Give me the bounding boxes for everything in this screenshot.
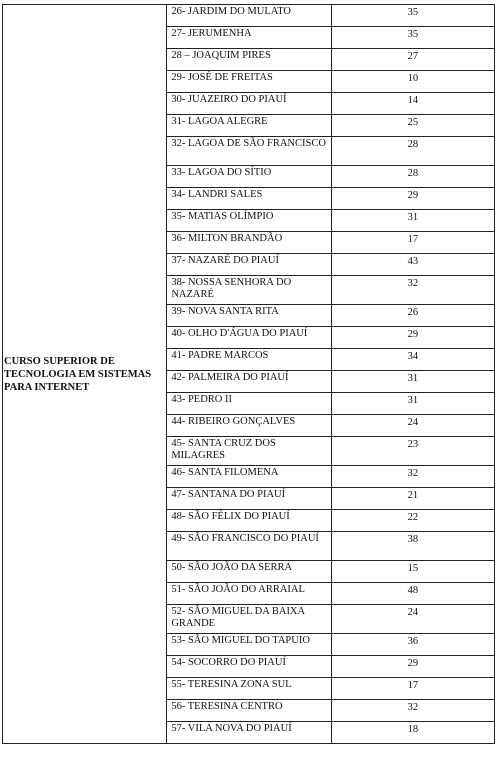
vacancy-count-cell: 31 — [331, 210, 494, 232]
city-cell: 39- NOVA SANTA RITA — [167, 305, 331, 327]
city-cell: 55- TERESINA ZONA SUL — [167, 678, 331, 700]
city-cell: 46- SANTA FILOMENA — [167, 466, 331, 488]
city-cell: 36- MILTON BRANDÃO — [167, 232, 331, 254]
vacancy-count-cell: 36 — [331, 634, 494, 656]
vacancy-count-cell: 24 — [331, 605, 494, 634]
city-cell: 44- RIBEIRO GONÇALVES — [167, 415, 331, 437]
table-row — [3, 5, 495, 27]
city-cell: 34- LANDRI SALES — [167, 188, 331, 210]
city-cell: 54- SOCORRO DO PIAUÍ — [167, 656, 331, 678]
city-cell: 40- OLHO D'ÁGUA DO PIAUÍ — [167, 327, 331, 349]
vacancy-count-cell: 48 — [331, 583, 494, 605]
city-cell: 47- SANTANA DO PIAUÍ — [167, 488, 331, 510]
vacancy-count-cell: 25 — [331, 115, 494, 137]
city-cell: 50- SÃO JOÃO DA SERRA — [167, 561, 331, 583]
city-cell: 33- LAGOA DO SÍTIO — [167, 166, 331, 188]
city-cell: 52- SÃO MIGUEL DA BAIXA GRANDE — [167, 605, 331, 634]
vacancy-count-cell: 10 — [331, 71, 494, 93]
course-name-line: CURSO SUPERIOR DE — [4, 355, 115, 367]
vacancies-table — [2, 4, 495, 744]
vacancy-count-cell: 29 — [331, 656, 494, 678]
vacancy-count-cell: 15 — [331, 561, 494, 583]
vacancy-count-cell: 21 — [331, 488, 494, 510]
course-name-line: PARA INTERNET — [4, 381, 90, 393]
vacancy-count-cell: 43 — [331, 254, 494, 276]
vacancy-count-cell: 35 — [331, 5, 494, 27]
vacancy-count-cell: 29 — [331, 188, 494, 210]
city-cell: 29- JOSÉ DE FREITAS — [167, 71, 331, 93]
city-cell: 42- PALMEIRA DO PIAUÍ — [167, 371, 331, 393]
vacancy-count-cell: 24 — [331, 415, 494, 437]
vacancy-count-cell: 28 — [331, 137, 494, 166]
city-cell: 26- JARDIM DO MULATO — [167, 5, 331, 27]
vacancy-count-cell: 22 — [331, 510, 494, 532]
vacancy-count-cell: 26 — [331, 305, 494, 327]
vacancy-count-cell: 17 — [331, 678, 494, 700]
city-cell: 31- LAGOA ALEGRE — [167, 115, 331, 137]
vacancy-count-cell: 32 — [331, 700, 494, 722]
city-cell: 51- SÃO JOÃO DO ARRAIAL — [167, 583, 331, 605]
city-cell: 49- SÃO FRANCISCO DO PIAUÍ — [167, 532, 331, 561]
city-cell: 30- JUAZEIRO DO PIAUÍ — [167, 93, 331, 115]
city-cell: 38- NOSSA SENHORA DO NAZARÉ — [167, 276, 331, 305]
vacancy-count-cell: 14 — [331, 93, 494, 115]
vacancy-count-cell: 23 — [331, 437, 494, 466]
vacancy-count-cell: 31 — [331, 371, 494, 393]
city-cell: 41- PADRE MARCOS — [167, 349, 331, 371]
vacancy-count-cell: 28 — [331, 166, 494, 188]
city-cell: 28 – JOAQUIM PIRES — [167, 49, 331, 71]
city-cell: 35- MATIAS OLÍMPIO — [167, 210, 331, 232]
city-cell: 53- SÃO MIGUEL DO TAPUIO — [167, 634, 331, 656]
city-cell: 56- TERESINA CENTRO — [167, 700, 331, 722]
vacancy-count-cell: 32 — [331, 276, 494, 305]
vacancy-count-cell: 29 — [331, 327, 494, 349]
city-cell: 27- JERUMENHA — [167, 27, 331, 49]
vacancy-count-cell: 27 — [331, 49, 494, 71]
vacancy-count-cell: 17 — [331, 232, 494, 254]
table-body — [3, 5, 495, 744]
city-cell: 43- PEDRO II — [167, 393, 331, 415]
vacancy-count-cell: 32 — [331, 466, 494, 488]
vacancy-count-cell: 31 — [331, 393, 494, 415]
vacancy-count-cell: 35 — [331, 27, 494, 49]
city-cell: 45- SANTA CRUZ DOS MILAGRES — [167, 437, 331, 466]
course-name-line: TECNOLOGIA EM SISTEMAS — [4, 368, 152, 380]
vacancy-count-cell: 34 — [331, 349, 494, 371]
vacancy-count-cell: 38 — [331, 532, 494, 561]
course-name-cell — [3, 5, 167, 744]
vacancy-count-cell: 18 — [331, 722, 494, 744]
city-cell: 57- VILA NOVA DO PIAUÍ — [167, 722, 331, 744]
city-cell: 32- LAGOA DE SÃO FRANCISCO — [167, 137, 331, 166]
city-cell: 37- NAZARÉ DO PIAUÍ — [167, 254, 331, 276]
city-cell: 48- SÃO FÉLIX DO PIAUÍ — [167, 510, 331, 532]
